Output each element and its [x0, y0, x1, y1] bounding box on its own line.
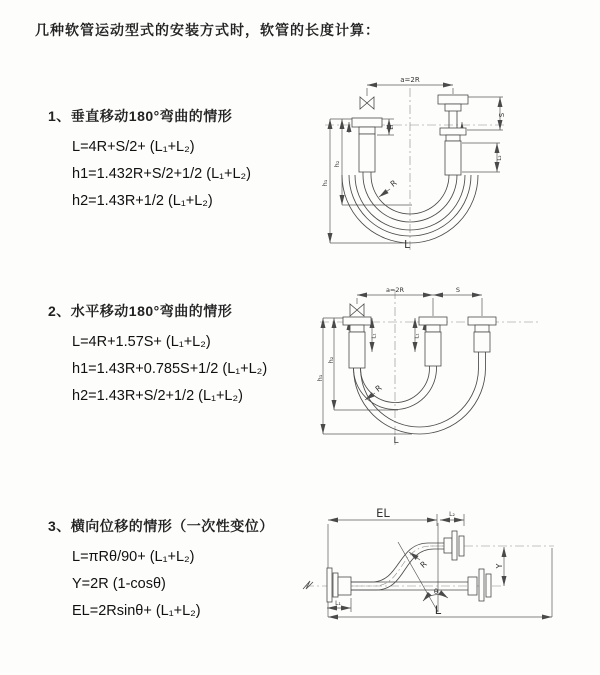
- section-1-heading: 1、垂直移动180°弯曲的情形: [48, 108, 233, 124]
- braided-hose-section: [445, 141, 461, 175]
- dim-label-l: L: [404, 239, 410, 251]
- formula-line: L=4R+1.57S+ (L₁+L₂): [72, 334, 211, 350]
- dim-label-s: S: [455, 286, 461, 294]
- diagram-lateral-displacement: [300, 503, 562, 641]
- dim-label-a2r: a=2R: [400, 76, 420, 84]
- dim-label-h2: h₂: [333, 160, 341, 168]
- angle-label: θ: [433, 588, 439, 596]
- dim-label-h1: h₁: [321, 179, 329, 187]
- formula-line: h2=1.43R+S/2+1/2 (L₁+L₂): [72, 388, 243, 404]
- dim-label-l1: L₁: [335, 600, 341, 607]
- diagram-horizontal-bend: [315, 283, 550, 451]
- dim-label-l: L: [393, 436, 399, 446]
- dim-label-l2: L₂: [497, 155, 503, 161]
- section-3-formulas: [72, 544, 274, 625]
- dimensions: [327, 514, 552, 617]
- section-lateral-displacement: [48, 516, 274, 625]
- section-3-heading: 3、横向位移的情形（一次性变位）: [48, 518, 274, 534]
- section-1-formulas: [72, 134, 251, 215]
- formula-line: h1=1.43R+0.785S+1/2 (L₁+L₂): [72, 361, 268, 377]
- dim-label-y: Y: [495, 563, 504, 569]
- dim-label-h1: h₁: [316, 374, 324, 382]
- dimensions: [330, 85, 503, 243]
- dim-label-el: EL: [376, 506, 390, 520]
- diagram-vertical-bend: [315, 72, 550, 257]
- braided-hose-section: [349, 332, 365, 368]
- radius-label: R: [388, 178, 399, 189]
- dim-label-h2: h₂: [327, 356, 335, 364]
- dim-label-l2: L₂: [449, 511, 455, 518]
- pipe-break-symbol: [303, 581, 313, 589]
- formula-line: L=πRθ/90+ (L₁+L₂): [72, 549, 195, 565]
- section-horizontal-bend: [48, 301, 267, 410]
- dim-label-l1-left: L₁: [371, 333, 378, 339]
- formula-line: Y=2R (1-cosθ): [72, 576, 166, 592]
- formula-line: L=4R+S/2+ (L₁+L₂): [72, 139, 195, 155]
- braided-hose-section: [474, 332, 490, 352]
- piping: [303, 531, 491, 602]
- braided-hose-section: [425, 332, 441, 366]
- construction-radius-line: [398, 542, 438, 612]
- radius-label: R: [418, 559, 429, 570]
- dim-label-s: S: [498, 112, 506, 118]
- valve-icon: [350, 304, 364, 316]
- braided-hose-section: [359, 134, 375, 172]
- section-2-formulas: [72, 329, 267, 410]
- dim-label-l1-mid: L₁: [414, 333, 421, 339]
- dim-label-l: L: [434, 603, 442, 617]
- dim-label-a2r: a=2R: [385, 286, 405, 294]
- formula-line: h1=1.432R+S/2+1/2 (L₁+L₂): [72, 166, 252, 182]
- valve-icon: [360, 97, 374, 109]
- hose-lower-wall: [351, 549, 444, 590]
- piping: [343, 304, 496, 434]
- radius-label: R: [373, 383, 384, 394]
- formula-line: EL=2Rsinθ+ (L₁+L₂): [72, 603, 201, 619]
- centerlines: [325, 88, 505, 252]
- section-2-heading: 2、水平移动180°弯曲的情形: [48, 303, 233, 319]
- diagram-labels: [321, 76, 506, 251]
- page-title: 几种软管运动型式的安装方式时，软管的长度计算：: [35, 22, 380, 38]
- dim-label-l1: L₁: [389, 124, 395, 130]
- formula-line: h2=1.43R+1/2 (L₁+L₂): [72, 193, 213, 209]
- section-vertical-bend: [48, 106, 251, 215]
